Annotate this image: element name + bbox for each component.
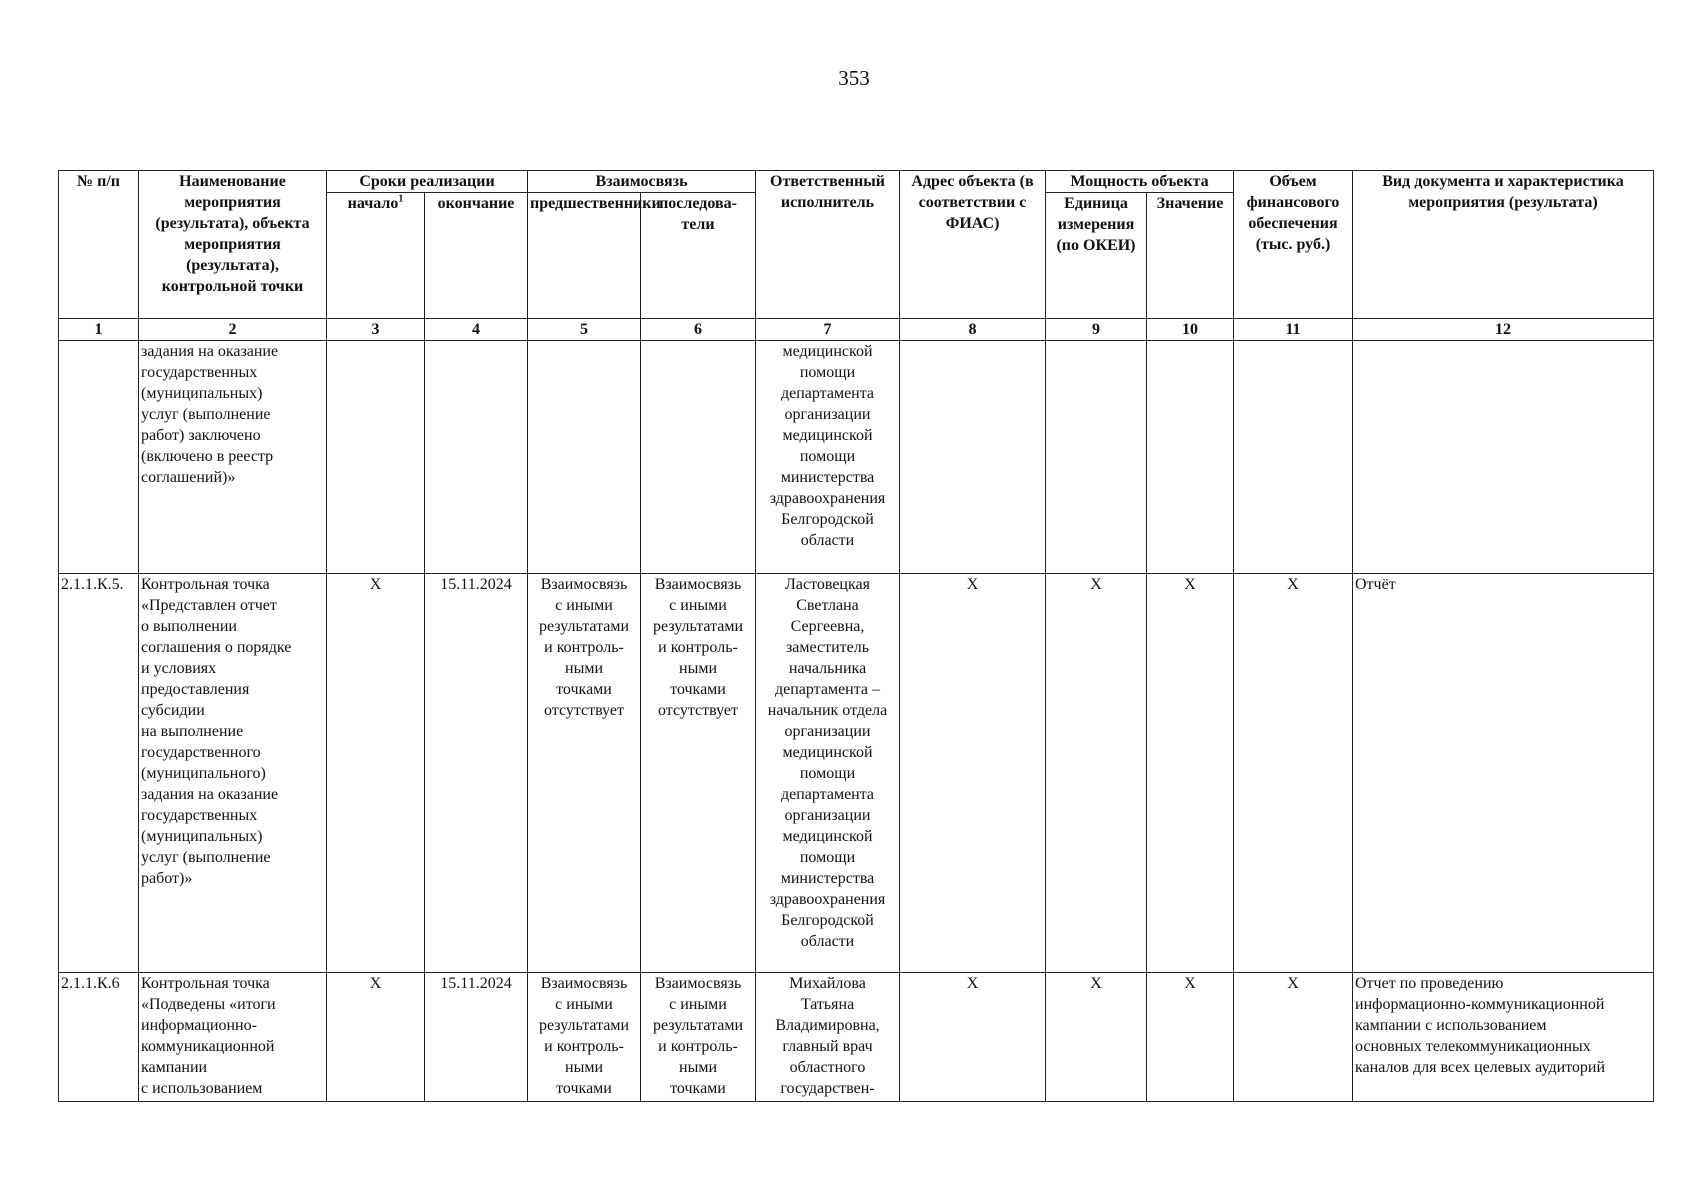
column-number: 12 [1353, 319, 1654, 341]
footnote-mark: 1 [398, 193, 404, 205]
column-number: 2 [139, 319, 327, 341]
header-unit: Единица измерения (по ОКЕИ) [1046, 193, 1147, 319]
cell-funding: X [1234, 574, 1353, 973]
header-funding: Объем финансового обеспечения (тыс. руб.) [1234, 171, 1353, 319]
cell-predecessors [528, 341, 641, 574]
column-number: 10 [1147, 319, 1234, 341]
header-responsible: Ответственный исполнитель [756, 171, 900, 319]
cell-start: X [327, 973, 425, 1102]
header-address: Адрес объекта (в соответствии с ФИАС) [900, 171, 1046, 319]
cell-successors: Взаимосвязь с иными результатами и контроль- ными точками отсутствует [641, 574, 756, 973]
cell-address [900, 341, 1046, 574]
header-start: начало$^1$ [327, 193, 425, 319]
table-row [59, 341, 1654, 574]
header-name: Наименование мероприятия (результата), объекта мероприятия (результата), контрольной точки [139, 171, 327, 319]
cell-doc [1353, 341, 1654, 574]
cell-responsible: Ластовецкая Светлана Сергеевна, заместитель начальника департамента – начальник отдела организации медицинской помощи департамента организации медицинской помощи министерства здравоохранения Белгородской области [756, 574, 900, 973]
cell-value: X [1147, 574, 1234, 973]
cell-successors: Взаимосвязь с иными результатами и контроль- ными точками [641, 973, 756, 1102]
header-doc-type: Вид документа и характеристика мероприятия (результата) [1353, 171, 1654, 319]
column-number: 5 [528, 319, 641, 341]
cell-num: 2.1.1.К.5. [59, 574, 139, 973]
page-number: 353 [838, 66, 870, 90]
column-number: 1 [59, 319, 139, 341]
cell-end: 15.11.2024 [425, 574, 528, 973]
cell-predecessors: Взаимосвязь с иными результатами и контроль- ными точками отсутствует [528, 574, 641, 973]
cell-value [1147, 341, 1234, 574]
column-numbers-row [59, 319, 1654, 341]
cell-predecessors: Взаимосвязь с иными результатами и контроль- ными точками [528, 973, 641, 1102]
cell-responsible: Михайлова Татьяна Владимировна, главный врач областного государствен- [756, 973, 900, 1102]
cell-end: 15.11.2024 [425, 973, 528, 1102]
column-number: 11 [1234, 319, 1353, 341]
cell-funding [1234, 341, 1353, 574]
cell-funding: X [1234, 973, 1353, 1102]
cell-value: X [1147, 973, 1234, 1102]
column-number: 4 [425, 319, 528, 341]
table-row [59, 973, 1654, 1102]
header-terms: Сроки реализации [327, 171, 528, 193]
column-number: 3 [327, 319, 425, 341]
cell-successors [641, 341, 756, 574]
cell-end [425, 341, 528, 574]
cell-responsible: медицинской помощи департамента организации медицинской помощи министерства здравоохранения Белгородской области [756, 341, 900, 574]
column-number: 8 [900, 319, 1046, 341]
cell-doc: Отчет по проведению информационно-коммуникационной кампании с использованием основных телекоммуникационных каналов для всех целевых аудиторий [1353, 973, 1654, 1102]
cell-name: задания на оказание государственных (муниципальных) услуг (выполнение работ) заключено (включено в реестр соглашений)» [139, 341, 327, 574]
header-end: окончание [425, 193, 528, 319]
cell-doc: Отчёт [1353, 574, 1654, 973]
header-relation: Взаимосвязь [528, 171, 756, 193]
cell-unit [1046, 341, 1147, 574]
column-number: 7 [756, 319, 900, 341]
header-capacity: Мощность объекта [1046, 171, 1234, 193]
cell-unit: X [1046, 574, 1147, 973]
cell-address: X [900, 973, 1046, 1102]
cell-address: X [900, 574, 1046, 973]
cell-start: X [327, 574, 425, 973]
cell-num: 2.1.1.К.6 [59, 973, 139, 1102]
header-num: № п/п [59, 171, 139, 319]
column-number: 6 [641, 319, 756, 341]
column-number: 9 [1046, 319, 1147, 341]
header-value: Значение [1147, 193, 1234, 319]
cell-name: Контрольная точка «Представлен отчет о выполнении соглашения о порядке и условиях предоставления субсидии на выполнение государственного (муниципального) задания на оказание государственных (муниципальных) услуг (выполнение работ)» [139, 574, 327, 973]
header-successors: последова-тели [641, 193, 756, 319]
activities-table [58, 170, 1654, 1102]
cell-name: Контрольная точка «Подведены «итоги информационно- коммуникационной кампании с использованием [139, 973, 327, 1102]
cell-start [327, 341, 425, 574]
table-row [59, 574, 1654, 973]
header-predecessors: предшественники [528, 193, 641, 319]
cell-unit: X [1046, 973, 1147, 1102]
cell-num [59, 341, 139, 574]
